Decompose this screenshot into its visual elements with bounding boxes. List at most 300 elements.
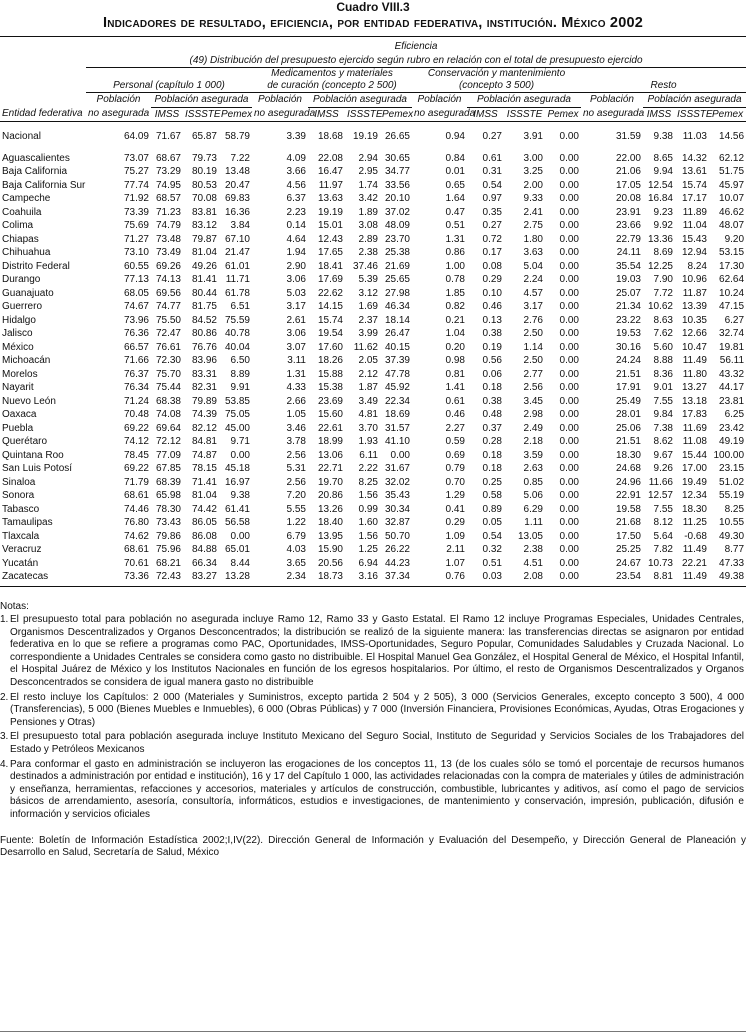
- table-cell: 76.37: [123, 368, 149, 380]
- table-cell: 3.70: [358, 422, 378, 434]
- table-cell: 17.91: [615, 382, 641, 393]
- table-cell: 74.13: [155, 274, 181, 285]
- table-cell: 0.51: [482, 557, 502, 569]
- table-cell: 25.25: [615, 544, 641, 555]
- table-cell: 0.13: [482, 314, 502, 326]
- table-cell: 3.99: [358, 328, 378, 339]
- table-cell: 9.91: [230, 382, 250, 393]
- table-cell: 4.56: [286, 179, 306, 191]
- entity-name: Distrito Federal: [2, 260, 70, 272]
- entity-name: Tabasco: [2, 503, 40, 515]
- table-cell: 2.50: [523, 328, 543, 339]
- table-cell: 17.05: [615, 179, 641, 191]
- table-cell: 1.09: [445, 530, 465, 542]
- header-poblacion: Población: [258, 94, 302, 106]
- entity-name: Puebla: [2, 422, 34, 434]
- table-cell: 12.54: [647, 179, 673, 191]
- table-cell: 12.34: [681, 490, 707, 501]
- entity-name: Michoacán: [2, 355, 51, 366]
- table-cell: 9.94: [653, 166, 673, 177]
- table-cell: 7.55: [653, 503, 673, 515]
- header-poblacion: Población: [590, 94, 634, 106]
- table-cell: 17.30: [719, 260, 745, 272]
- table-cell: 4.81: [358, 409, 378, 420]
- table-cell: 83.12: [191, 220, 217, 231]
- table-cell: 21.06: [615, 166, 641, 177]
- table-cell: 2.41: [523, 206, 543, 218]
- table-cell: 0.00: [559, 530, 579, 542]
- table-cell: 40.15: [384, 341, 410, 353]
- table-cell: 0.00: [559, 571, 579, 582]
- table-cell: 9.33: [523, 193, 543, 204]
- table-cell: 49.19: [719, 436, 745, 447]
- table-cell: 4.09: [286, 152, 306, 164]
- table-cell: 0.97: [482, 193, 502, 204]
- table-cell: 2.76: [523, 314, 543, 326]
- table-cell: 34.77: [384, 166, 410, 177]
- table-cell: 76.80: [123, 517, 149, 528]
- table-cell: 76.34: [123, 382, 149, 393]
- table-cell: 28.01: [615, 409, 641, 420]
- table-cell: 13.26: [317, 503, 343, 515]
- table-cell: 72.12: [155, 436, 181, 447]
- table-cell: 1.94: [286, 247, 306, 258]
- table-cell: 24.67: [615, 557, 641, 569]
- table-cell: 15.44: [681, 449, 707, 461]
- table-cell: 1.69: [358, 301, 378, 312]
- table-cell: 76.36: [123, 328, 149, 339]
- table-cell: 0.20: [445, 341, 465, 353]
- bottom-rule: [0, 1031, 746, 1032]
- table-cell: 3.08: [358, 220, 378, 231]
- table-cell: 1.85: [445, 287, 465, 299]
- table-row: [0, 206, 746, 220]
- table-cell: 23.81: [719, 395, 745, 407]
- table-cell: 1.31: [445, 233, 465, 245]
- table-cell: 0.82: [445, 301, 465, 312]
- table-cell: 86.08: [191, 530, 217, 542]
- table-row: [0, 354, 746, 368]
- table-cell: 0.00: [559, 287, 579, 299]
- note-number: 4.: [0, 758, 9, 770]
- table-cell: 13.18: [681, 395, 707, 407]
- table-cell: 62.64: [719, 274, 745, 285]
- table-cell: 67.85: [155, 463, 181, 474]
- entity-name: Jalisco: [2, 328, 33, 339]
- entity-name: Nuevo León: [2, 395, 56, 407]
- table-cell: 56.11: [719, 355, 745, 366]
- header-no-asegurada: no asegurada: [412, 107, 467, 122]
- table-cell: 13.05: [517, 530, 543, 542]
- table-cell: 19.54: [317, 328, 343, 339]
- header-no-asegurada: no asegurada: [581, 107, 643, 122]
- table-cell: 5.39: [358, 274, 378, 285]
- table-cell: 3.06: [286, 328, 306, 339]
- table-cell: 13.36: [647, 233, 673, 245]
- table-cell: 19.81: [719, 341, 745, 353]
- table-cell: 3.66: [286, 166, 306, 177]
- header-imss: IMSS: [467, 107, 504, 122]
- table-cell: 0.00: [559, 131, 579, 142]
- table-cell: 4.64: [286, 233, 306, 245]
- table-row: [0, 327, 746, 341]
- table-cell: 71.67: [155, 131, 181, 142]
- table-cell: 81.75: [191, 301, 217, 312]
- table-cell: 3.84: [230, 220, 250, 231]
- table-cell: 11.71: [225, 274, 250, 285]
- table-cell: 0.03: [482, 571, 502, 582]
- table-cell: 6.29: [523, 503, 543, 515]
- header-medicamentos-line2: de curación (concepto 2 500): [252, 80, 412, 93]
- table-cell: 0.19: [482, 341, 502, 353]
- table-cell: 47.78: [384, 368, 410, 380]
- table-cell: 0.21: [445, 314, 465, 326]
- table-cell: 12.94: [681, 247, 707, 258]
- table-cell: 19.03: [615, 274, 641, 285]
- table-cell: 21.34: [615, 301, 641, 312]
- table-cell: 20.86: [317, 490, 343, 501]
- table-cell: 2.89: [358, 233, 378, 245]
- table-cell: 11.69: [682, 422, 707, 434]
- note-item: [0, 731, 744, 756]
- table-cell: 40.04: [224, 341, 250, 353]
- entity-name: México: [2, 341, 34, 353]
- table-cell: 0.46: [445, 409, 465, 420]
- table-cell: 35.43: [384, 490, 410, 501]
- table-row: [0, 273, 746, 287]
- table-cell: 2.34: [286, 571, 306, 582]
- table-cell: 1.89: [358, 206, 378, 218]
- table-cell: 3.45: [523, 395, 543, 407]
- table-cell: 0.00: [559, 409, 579, 420]
- table-cell: 53.15: [719, 247, 745, 258]
- table-row: [0, 287, 746, 301]
- table-cell: 0.59: [445, 436, 465, 447]
- table-cell: 0.99: [358, 503, 378, 515]
- table-cell: 13.27: [681, 382, 707, 393]
- table-cell: 16.47: [317, 166, 343, 177]
- table-cell: 0.76: [445, 571, 465, 582]
- table-cell: 0.29: [482, 274, 502, 285]
- table-cell: 15.90: [317, 544, 343, 555]
- table-cell: 81.04: [191, 247, 217, 258]
- header-poblacion: Población: [417, 94, 462, 106]
- table-row: [0, 476, 746, 490]
- table-cell: 15.43: [681, 233, 707, 245]
- table-cell: 11.49: [682, 544, 707, 555]
- table-cell: 48.09: [384, 220, 410, 231]
- entity-name: Tlaxcala: [2, 530, 40, 542]
- table-cell: 9.71: [230, 436, 250, 447]
- table-cell: 3.46: [286, 422, 306, 434]
- table-cell: 0.81: [445, 368, 465, 380]
- table-cell: 70.08: [191, 193, 217, 204]
- table-cell: 3.49: [358, 395, 378, 407]
- table-cell: 17.69: [317, 274, 343, 285]
- table-cell: 8.25: [358, 476, 378, 488]
- table-cell: 11.04: [682, 220, 707, 231]
- table-cell: 51.02: [719, 476, 745, 488]
- table-cell: 6.79: [286, 530, 306, 542]
- table-cell: 8.77: [724, 544, 745, 555]
- table-cell: 74.62: [123, 530, 149, 542]
- table-cell: 13.61: [681, 166, 707, 177]
- table-cell: 2.18: [523, 436, 543, 447]
- table-cell: 19.58: [615, 503, 641, 515]
- table-cell: -0.68: [684, 530, 707, 542]
- table-row: [0, 233, 746, 247]
- table-bottom-rule: [0, 584, 746, 587]
- table-cell: 37.02: [384, 206, 410, 218]
- table-cell: 1.05: [286, 409, 306, 420]
- table-cell: 73.49: [155, 247, 181, 258]
- table-row: [0, 408, 746, 422]
- table-row: [0, 179, 746, 193]
- table-cell: 45.18: [224, 463, 250, 474]
- table-cell: 1.93: [358, 436, 378, 447]
- table-cell: 1.29: [445, 490, 465, 501]
- table-cell: 32.74: [719, 328, 745, 339]
- table-cell: 19.49: [681, 476, 707, 488]
- entity-name: Coahuila: [2, 206, 42, 218]
- table-cell: 69.22: [123, 422, 149, 434]
- table-row: [0, 300, 746, 314]
- table-cell: 0.05: [482, 517, 502, 528]
- entity-name: Sonora: [2, 490, 35, 501]
- table-cell: 78.15: [191, 463, 217, 474]
- table-cell: 0.54: [482, 179, 502, 191]
- header-poblacion-asegurada: Población asegurada: [467, 93, 581, 108]
- table-cell: 60.55: [123, 260, 149, 272]
- table-cell: 3.63: [523, 247, 543, 258]
- table-cell: 74.77: [155, 301, 181, 312]
- table-cell: 0.00: [559, 395, 579, 407]
- table-row: [0, 152, 746, 166]
- table-cell: 24.24: [615, 355, 641, 366]
- table-cell: 7.20: [286, 490, 306, 501]
- table-cell: 4.33: [286, 382, 306, 393]
- table-cell: 26.22: [384, 544, 410, 555]
- table-cell: 83.81: [191, 206, 217, 218]
- table-cell: 0.47: [445, 206, 465, 218]
- table-cell: 45.00: [224, 422, 250, 434]
- table-cell: 2.61: [286, 314, 306, 326]
- table-cell: 0.00: [559, 557, 579, 569]
- table-cell: 14.15: [317, 301, 343, 312]
- table-cell: 25.49: [615, 395, 641, 407]
- table-cell: 0.65: [445, 179, 465, 191]
- table-cell: 73.39: [123, 206, 149, 218]
- table-cell: 79.87: [191, 233, 217, 245]
- table-cell: 1.11: [524, 517, 543, 528]
- table-cell: 2.50: [523, 355, 543, 366]
- entity-name: Guerrero: [2, 301, 43, 312]
- table-cell: 23.42: [719, 422, 745, 434]
- table-cell: 56.58: [224, 517, 250, 528]
- entity-name: Aguascalientes: [2, 152, 70, 164]
- table-cell: 62.12: [719, 152, 745, 164]
- table-cell: 9.92: [653, 220, 673, 231]
- table-cell: 68.61: [123, 490, 149, 501]
- table-cell: 18.30: [615, 449, 641, 461]
- table-cell: 79.89: [191, 395, 217, 407]
- header-conservacion-line1: Conservación y mantenimiento: [427, 68, 566, 79]
- table-cell: 11.97: [318, 179, 343, 191]
- table-cell: 18.73: [317, 571, 343, 582]
- table-cell: 8.81: [653, 571, 673, 582]
- table-cell: 0.70: [445, 476, 465, 488]
- table-cell: 2.38: [358, 247, 378, 258]
- table-cell: 23.15: [719, 463, 745, 474]
- table-cell: 12.43: [317, 233, 343, 245]
- note-text: El resto incluye los Capítulos: 2 000 (Materiales y Suministros, excepto partida 2 504 y 2 505), 3 000 (Servicios Generales, excepto concepto 3 500), 4 000 (Transferencias), 5 000 (Bienes Muebles e Inmuebles), 6 000 (Obras Públicas) y 7 000 (Inversión Financiera, Provisiones Económicas, Ayudas, Otras Erogaciones y Pensiones y Otras): [10, 691, 744, 728]
- table-cell: 2.11: [446, 544, 465, 555]
- table-cell: 0.00: [559, 463, 579, 474]
- table-cell: 2.63: [523, 463, 543, 474]
- table-cell: 24.11: [616, 247, 641, 258]
- table-row: [0, 219, 746, 233]
- table-cell: 18.14: [384, 314, 410, 326]
- header-resto: Resto: [581, 80, 746, 93]
- table-cell: 86.05: [191, 517, 217, 528]
- table-cell: 5.06: [523, 490, 543, 501]
- table-cell: 0.00: [559, 152, 579, 164]
- table-row: [0, 503, 746, 517]
- table-cell: 83.96: [191, 355, 217, 366]
- table-cell: 1.07: [445, 557, 465, 569]
- table-cell: 23.54: [615, 571, 641, 582]
- table-cell: 8.89: [230, 368, 250, 380]
- table-cell: 4.51: [523, 557, 543, 569]
- entity-name: Tamaulipas: [2, 517, 53, 528]
- table-cell: 9.01: [653, 382, 673, 393]
- data-table: [0, 37, 746, 587]
- table-cell: 0.01: [445, 166, 465, 177]
- table-cell: 2.90: [286, 260, 306, 272]
- header-poblacion: Población: [96, 94, 141, 106]
- table-cell: 9.38: [653, 131, 673, 142]
- table-cell: 68.57: [155, 193, 181, 204]
- table-cell: 3.06: [286, 274, 306, 285]
- table-cell: 6.50: [230, 355, 250, 366]
- table-cell: 18.30: [681, 503, 707, 515]
- table-cell: 3.07: [286, 341, 306, 353]
- entity-name: Yucatán: [2, 557, 39, 569]
- entity-name: Hidalgo: [2, 314, 36, 326]
- table-cell: 68.38: [155, 395, 181, 407]
- table-cell: 75.50: [155, 314, 181, 326]
- table-cell: 0.00: [559, 220, 579, 231]
- table-body: [0, 122, 746, 587]
- table-row: [0, 165, 746, 179]
- table-cell: 80.86: [191, 328, 217, 339]
- table-cell: 78.30: [155, 503, 181, 515]
- table-cell: 77.74: [123, 179, 149, 191]
- table-row: [0, 543, 746, 557]
- table-cell: 0.00: [230, 449, 250, 461]
- entity-name: Durango: [2, 274, 41, 285]
- table-cell: 22.34: [384, 395, 410, 407]
- table-cell: 80.53: [191, 179, 217, 191]
- table-cell: 7.90: [653, 274, 673, 285]
- table-cell: 1.60: [358, 517, 378, 528]
- table-row: [0, 395, 746, 409]
- table-cell: 68.21: [155, 557, 181, 569]
- table-cell: 18.40: [317, 517, 343, 528]
- table-cell: 71.23: [155, 206, 181, 218]
- table-cell: 20.47: [224, 179, 250, 191]
- table-row: [0, 435, 746, 449]
- table-cell: 74.12: [123, 436, 149, 447]
- table-cell: 0.00: [559, 274, 579, 285]
- table-cell: 51.75: [719, 166, 745, 177]
- table-cell: 9.84: [653, 409, 673, 420]
- table-cell: 47.15: [719, 301, 745, 312]
- table-cell: 11.80: [682, 368, 707, 380]
- table-cell: 8.36: [653, 368, 673, 380]
- table-cell: 0.17: [482, 247, 502, 258]
- table-cell: 8.24: [687, 260, 707, 272]
- table-cell: 26.47: [384, 328, 410, 339]
- table-cell: 8.63: [653, 314, 673, 326]
- table-cell: 7.62: [653, 328, 673, 339]
- table-cell: 80.44: [191, 287, 217, 299]
- table-cell: 3.39: [286, 131, 306, 142]
- table-cell: 76.76: [191, 341, 217, 353]
- table-cell: 0.00: [559, 166, 579, 177]
- table-cell: 74.08: [155, 409, 181, 420]
- table-cell: 16.97: [224, 476, 250, 488]
- table-cell: 15.38: [317, 382, 343, 393]
- table-cell: 45.97: [719, 179, 745, 191]
- table-cell: 0.00: [559, 247, 579, 258]
- table-cell: 3.65: [286, 557, 306, 569]
- table-cell: 74.39: [191, 409, 217, 420]
- table-cell: 81.04: [191, 490, 217, 501]
- table-cell: 48.07: [719, 220, 745, 231]
- table-cell: 0.00: [230, 530, 250, 542]
- table-cell: 25.07: [615, 287, 641, 299]
- table-cell: 67.10: [224, 233, 250, 245]
- entity-name: Veracruz: [2, 544, 42, 555]
- table-cell: 73.43: [155, 517, 181, 528]
- table-cell: 0.25: [482, 476, 502, 488]
- table-cell: 22.62: [317, 287, 343, 299]
- table-cell: 0.35: [482, 206, 502, 218]
- table-cell: 0.46: [482, 301, 502, 312]
- table-cell: 1.56: [358, 490, 378, 501]
- table-cell: 6.11: [359, 449, 378, 461]
- table-cell: 2.05: [358, 355, 378, 366]
- entity-name: Chihuahua: [2, 247, 51, 258]
- table-cell: 0.00: [559, 193, 579, 204]
- table-cell: 0.08: [482, 260, 502, 272]
- table-cell: 3.00: [523, 152, 543, 164]
- table-cell: 15.74: [681, 179, 707, 191]
- table-cell: 0.00: [559, 503, 579, 515]
- header-pemex: Pemex: [382, 108, 414, 120]
- table-cell: 3.59: [523, 449, 543, 461]
- table-cell: 0.61: [445, 395, 465, 407]
- table-header: [0, 37, 746, 122]
- table-cell: 4.03: [286, 544, 306, 555]
- table-cell: 71.66: [123, 355, 149, 366]
- table-cell: 19.70: [317, 476, 343, 488]
- table-cell: 14.32: [681, 152, 707, 164]
- table-cell: 13.63: [317, 193, 343, 204]
- header-issste: ISSSTE: [347, 108, 383, 120]
- table-cell: 10.62: [647, 301, 673, 312]
